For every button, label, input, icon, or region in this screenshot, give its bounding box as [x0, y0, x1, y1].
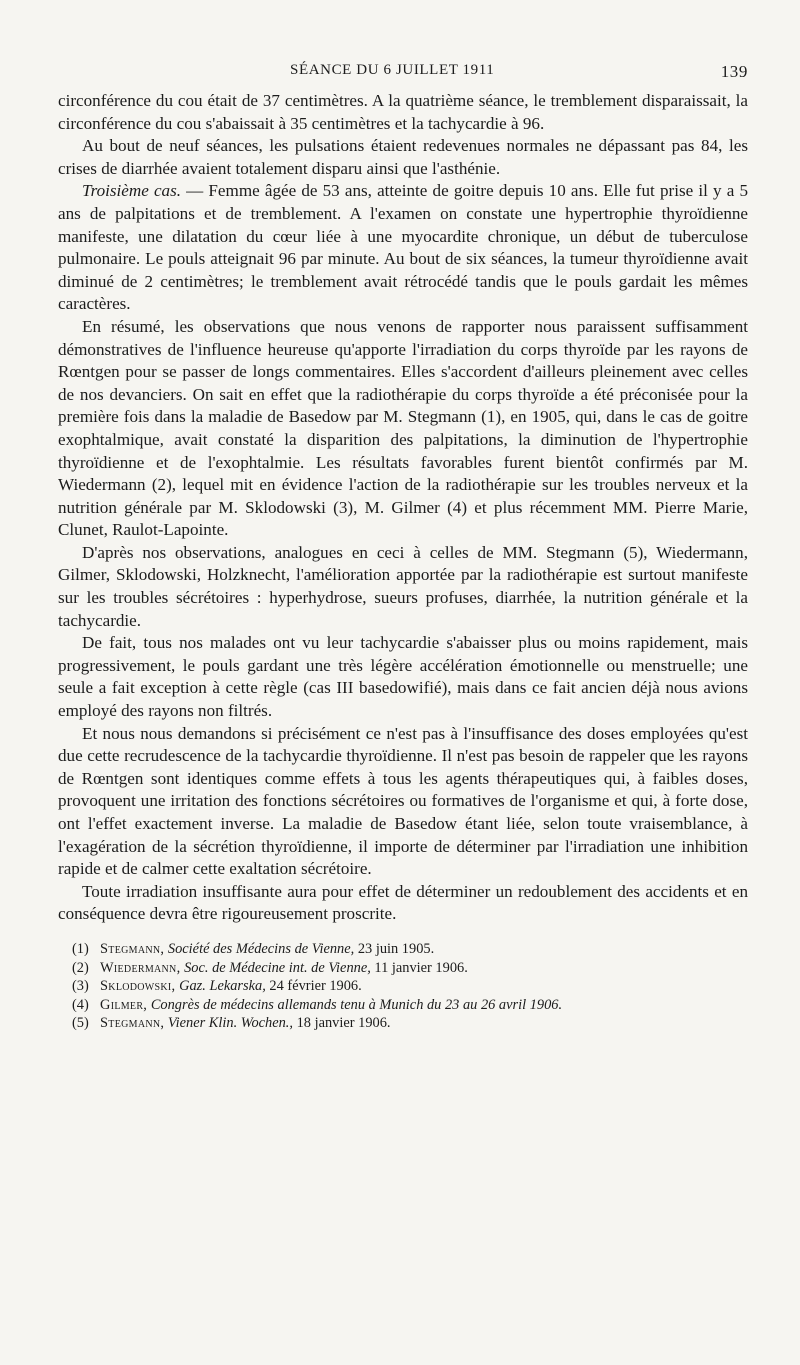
paragraph-text: — Femme âgée de 53 ans, atteinte de goitre depuis 10 ans. Elle fut prise il y a 5 ans de palpitations et de tremblement. A l'examen on constate une hypertrophie thyroïdienne manifeste, une dilatation du cœur liée à une myocardite chronique, un début de tuberculose pulmonaire. Le pouls atteignait 96 par minute. Au bout de six séances, la tumeur thyroïdienne avait diminué de 2 centimètres; le tremblement avait rétrocédé tandis que le pouls gardait les mêmes caractères. — [58, 181, 748, 314]
footnote-number: (2) — [72, 959, 89, 976]
footnote-source: Société des Médecins de Vienne, — [167, 940, 355, 957]
footnote-author: Sklodowski, — [100, 978, 176, 995]
body-text — [58, 90, 748, 926]
case-heading: Troisième cas. — [82, 181, 182, 201]
footnote-date: 24 février 1906. — [265, 978, 362, 995]
footnote — [72, 940, 748, 959]
page — [58, 62, 748, 1033]
footnote-number: (1) — [72, 940, 89, 957]
footnote-author: Stegmann, — [100, 1015, 165, 1032]
paragraph: circonférence du cou était de 37 centimètres. A la quatrième séance, le tremblement disparaissait, la circonférence du cou s'abaissait à 35 centimètres et la tachycardie à 96. — [58, 91, 748, 133]
footnote-number: (4) — [72, 996, 89, 1013]
paragraph: Toute irradiation insuffisante aura pour effet de déterminer un redoublement des accidents et en conséquence devra être rigoureusement proscrite. — [58, 881, 748, 924]
footnote-source: Gaz. Lekarska, — [179, 978, 266, 995]
running-title: SÉANCE DU 6 JUILLET 1911 — [290, 62, 495, 78]
paragraph-third-case — [58, 180, 748, 316]
footnote-source: Congrès de médecins allemands tenu à Munich du 23 au 26 avril 1906. — [150, 996, 563, 1013]
running-header — [58, 62, 748, 90]
footnote-date: 18 janvier 1906. — [293, 1015, 391, 1032]
paragraph: D'après nos observations, analogues en ceci à celles de MM. Stegmann (5), Wiedermann, Gilmer, Sklodowski, Holzknecht, l'amélioration apportée par la radiothérapie est surtout manifeste sur les troubles sécrétoires : hyperhydrose, sueurs profuses, diarrhée, la nutrition générale et la tachycardie. — [58, 542, 748, 630]
footnote-date: 11 janvier 1906. — [370, 959, 468, 976]
paragraph: Et nous nous demandons si précisément ce n'est pas à l'insuffisance des doses employées qu'est due cette recrudescence de la tachycardie thyroïdienne. Il n'est pas besoin de rappeler que les rayons de Rœntgen sont identiques comme effets à tous les agents thérapeutiques qui, à faibles doses, provoquent une irritation des fonctions sécrétoires ou formatives de l'organisme et qui, à forte dose, ont l'effet exactement inverse. La maladie de Basedow étant liée, selon toute vraisemblance, à l'exagération de la sécrétion thyroïdienne, il importe de déterminer par l'irradiation une inhibition rapide et de calmer cette exaltation sécrétoire. — [58, 723, 748, 879]
page-number: 139 — [720, 62, 748, 81]
footnote-source: Soc. de Médecine int. de Vienne, — [184, 959, 371, 976]
footnote-source: Viener Klin. Wochen., — [167, 1015, 294, 1032]
footnote-author: Stegmann, — [100, 940, 165, 957]
footnote — [72, 977, 748, 996]
footnote-number: (3) — [72, 978, 89, 995]
footnote — [72, 1014, 748, 1033]
paragraph: Au bout de neuf séances, les pulsations étaient redevenues normales ne dépassant pas 84, les crises de diarrhée avaient totalement disparu ainsi que l'asthénie. — [58, 136, 748, 178]
footnote-author: Wiedermann, — [100, 959, 181, 976]
paragraph: En résumé, les observations que nous venons de rapporter nous paraissent suffisamment démonstratives de l'influence heureuse qu'apporte l'irradiation du corps thyroïde par les rayons de Rœntgen pour se passer de longs commentaires. Elles s'accordent d'ailleurs pleinement avec celles de nos devanciers. On sait en effet que la radiothérapie du corps thyroïde a été préconisée pour la première fois dans la maladie de Basedow par M. Stegmann (1), en 1905, qui, dans le cas de goitre exophtalmique, avait constaté la disparition des palpitations, la diminution de l'hypertrophie thyroïdienne et de l'exophtalmie. Les résultats favorables furent bientôt confirmés par M. Wiedermann (2), lequel mit en évidence l'action de la radiothérapie sur les troubles nerveux et la nutrition générale par M. Sklodowski (3), M. Gilmer (4) et plus récemment MM. Pierre Marie, Clunet, Raulot-Lapointe. — [58, 316, 748, 540]
footnotes — [72, 940, 748, 1033]
footnote-number: (5) — [72, 1015, 89, 1032]
paragraph: De fait, tous nos malades ont vu leur tachycardie s'abaisser plus ou moins rapidement, mais progressivement, le pouls gardant une très légère accélération émotionnelle ou menstruelle; une seule a fait exception à cette règle (cas III basedowifié), mais dans ce fait ancien déjà nous avions employé des rayons non filtrés. — [58, 633, 748, 721]
footnote — [72, 959, 748, 978]
footnote-author: Gilmer, — [100, 996, 148, 1013]
footnote-date: 23 juin 1905. — [354, 940, 435, 957]
footnote — [72, 996, 748, 1015]
